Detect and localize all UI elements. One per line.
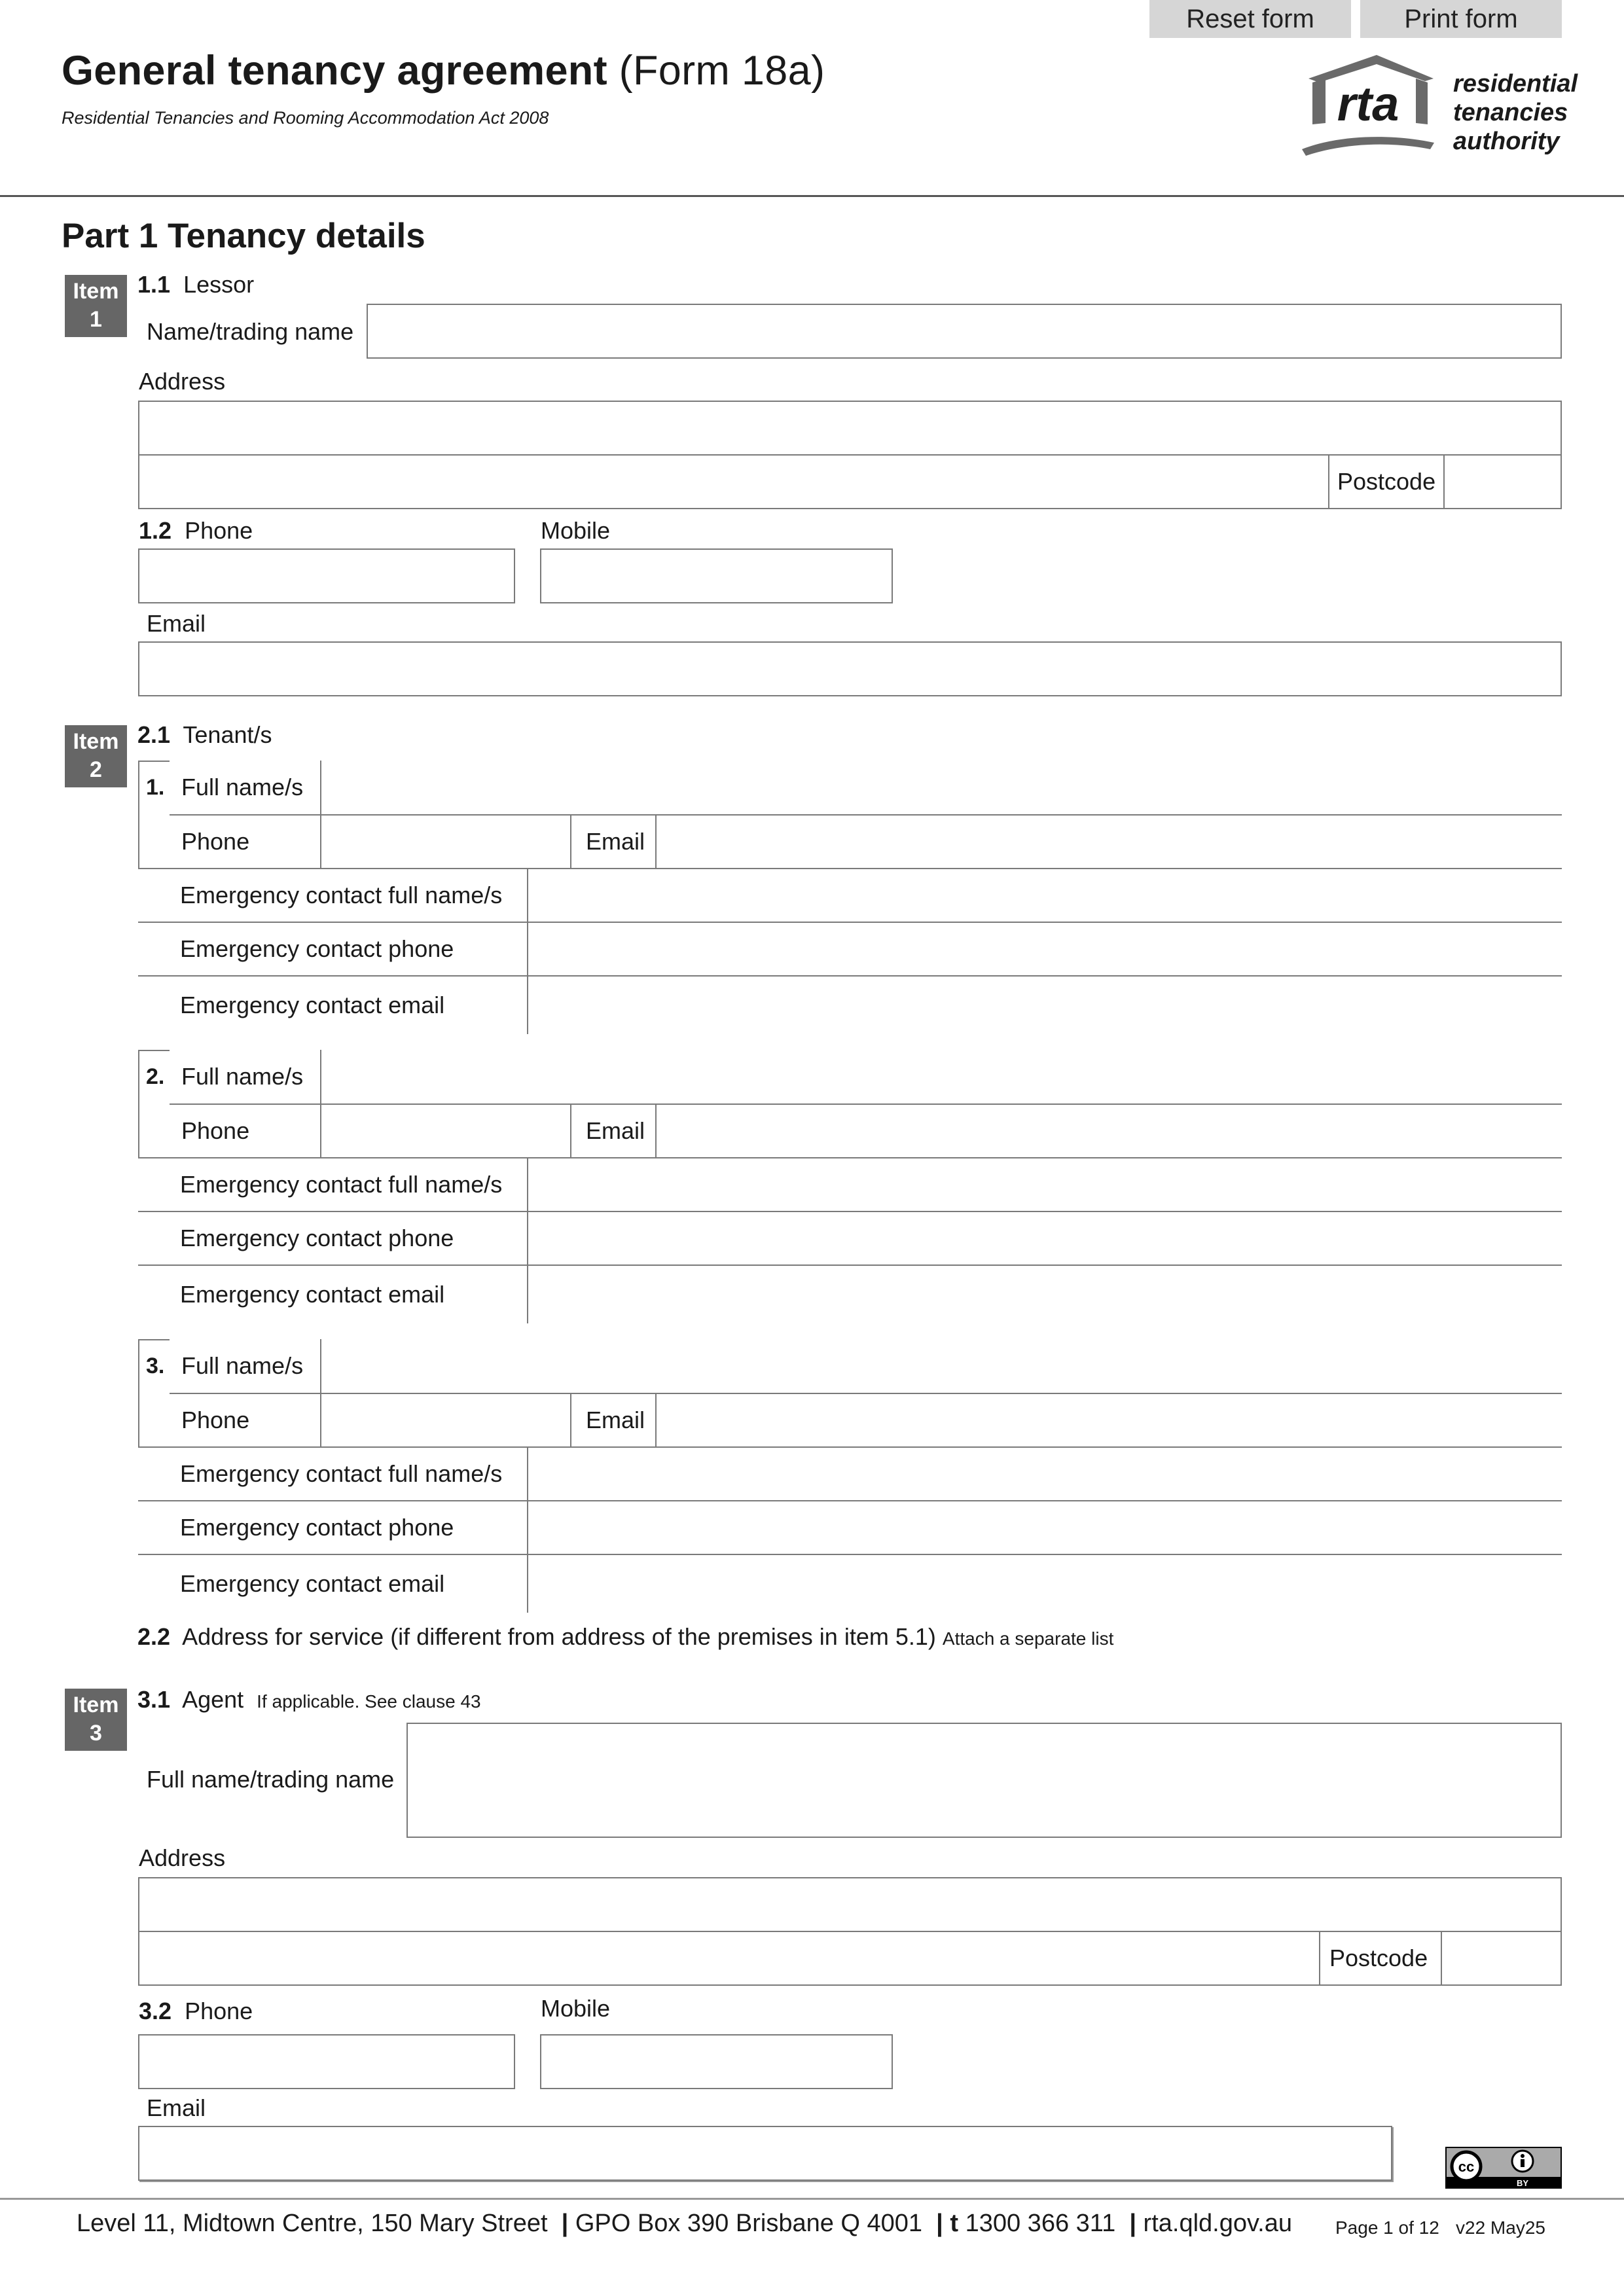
logo-mark-text: rta <box>1337 77 1399 131</box>
tenant-1-full-name-label: Full name/s <box>170 761 321 816</box>
agent-name-label: Full name/trading name <box>147 1766 395 1793</box>
title-form-number: (Form 18a) <box>619 48 825 94</box>
agent-name-input[interactable] <box>406 1723 1562 1838</box>
agent-email-label: Email <box>147 2094 206 2121</box>
address-for-service-label <box>137 1623 1113 1651</box>
tenant-3-ec-name-label: Emergency contact full name/s <box>138 1446 528 1501</box>
tenant-3-ec-name-input[interactable] <box>527 1446 1562 1501</box>
item-2-badge <box>65 725 127 787</box>
tenant-3-phone-label: Phone <box>170 1393 321 1448</box>
tenant-3-ec-phone-label: Emergency contact phone <box>138 1500 528 1555</box>
lessor-phone-section-number: 1.2 <box>139 517 172 544</box>
agent-section-title: Agent <box>182 1686 244 1713</box>
lessor-address-line1-input[interactable] <box>138 401 1562 456</box>
agent-mobile-label: Mobile <box>541 1995 611 2022</box>
logo-line-2: tenancies <box>1453 99 1568 126</box>
footer-divider <box>0 2198 1624 2200</box>
tenant-1-ec-name-label: Emergency contact full name/s <box>138 868 528 923</box>
item-1-badge <box>65 275 127 337</box>
tenant-1-phone-label: Phone <box>170 814 321 869</box>
logo-line-1: residential <box>1453 70 1578 98</box>
agent-postcode-label: Postcode <box>1319 1931 1442 1986</box>
tenant-3-number: 3. <box>146 1354 165 1378</box>
page-subtitle: Residential Tenancies and Rooming Accommodation Act 2008 <box>62 108 549 128</box>
page-title <box>62 47 825 94</box>
tenant-2-ec-email-label: Emergency contact email <box>138 1265 528 1323</box>
lessor-section-number: 1.1 <box>137 271 171 298</box>
lessor-mobile-input[interactable] <box>540 548 893 603</box>
agent-postcode-input[interactable] <box>1441 1931 1562 1986</box>
footer-phone: 1300 366 311 <box>965 2210 1116 2237</box>
tenant-1-email-input[interactable] <box>655 814 1562 869</box>
agent-phone-input[interactable] <box>138 2034 515 2089</box>
tenant-2-phone-label: Phone <box>170 1103 321 1158</box>
tenant-3-block <box>138 1339 1562 1613</box>
item-3-badge-number: 3 <box>90 1721 102 1746</box>
agent-mobile-input[interactable] <box>540 2034 893 2089</box>
tenants-section-number: 2.1 <box>137 721 171 748</box>
tenant-1-ec-email-label: Emergency contact email <box>138 975 528 1034</box>
rta-house-icon <box>1299 51 1437 162</box>
tenant-1-full-name-input[interactable] <box>320 761 1562 816</box>
lessor-heading <box>137 271 254 298</box>
lessor-section-title: Lessor <box>183 271 255 298</box>
lessor-email-label: Email <box>147 610 206 637</box>
lessor-postcode-label: Postcode <box>1328 454 1445 509</box>
agent-section-number: 3.1 <box>137 1686 171 1713</box>
tenant-2-number: 2. <box>146 1064 165 1089</box>
lessor-phone-text: Phone <box>185 517 253 544</box>
address-for-service-note: Attach a separate list <box>942 1628 1114 1649</box>
header-divider <box>0 195 1624 197</box>
reset-form-button[interactable]: Reset form <box>1149 0 1351 38</box>
footer-address: Level 11, Midtown Centre, 150 Mary Street <box>77 2210 548 2237</box>
tenants-heading <box>137 721 272 749</box>
lessor-address-label: Address <box>139 368 226 395</box>
agent-phone-label <box>139 1998 253 2025</box>
logo-line-3: authority <box>1453 128 1560 155</box>
tenant-3-email-input[interactable] <box>655 1393 1562 1448</box>
rta-logo-text <box>1453 69 1578 156</box>
creative-commons-badge <box>1445 2147 1562 2189</box>
tenant-3-full-name-input[interactable] <box>320 1339 1562 1394</box>
lessor-phone-label <box>139 517 253 545</box>
agent-phone-section-number: 3.2 <box>139 1998 172 2024</box>
tenant-1-phone-input[interactable] <box>320 814 571 869</box>
footer-po-box: GPO Box 390 Brisbane Q 4001 <box>575 2210 923 2237</box>
tenant-2-full-name-label: Full name/s <box>170 1050 321 1105</box>
agent-section-note: If applicable. See clause 43 <box>257 1691 481 1712</box>
lessor-name-input[interactable] <box>367 304 1562 359</box>
agent-address-line2-input[interactable] <box>138 1931 1320 1986</box>
lessor-address-line2-input[interactable] <box>138 454 1329 509</box>
cc-by-icon <box>1445 2147 1562 2189</box>
agent-heading <box>137 1686 481 1713</box>
lessor-postcode-input[interactable] <box>1443 454 1562 509</box>
lessor-phone-input[interactable] <box>138 548 515 603</box>
tenant-2-ec-phone-input[interactable] <box>527 1211 1562 1266</box>
footer-contact: Level 11, Midtown Centre, 150 Mary Street | GPO Box 390 Brisbane Q 4001 | t 1300 366 311 | rta.qld.gov.au <box>77 2210 1292 2237</box>
tenant-2-email-input[interactable] <box>655 1103 1562 1158</box>
footer-version: v22 May25 <box>1456 2217 1545 2238</box>
item-3-badge <box>65 1689 127 1751</box>
cc-badge-text: cc <box>1458 2159 1475 2175</box>
footer-phone-prefix: t <box>950 2210 959 2237</box>
footer-website[interactable]: rta.qld.gov.au <box>1143 2210 1292 2237</box>
cc-badge-by-text: BY <box>1516 2178 1529 2188</box>
address-for-service-number: 2.2 <box>137 1623 171 1650</box>
footer-page-number: Page 1 of 12 <box>1335 2217 1439 2238</box>
tenant-3-phone-input[interactable] <box>320 1393 571 1448</box>
tenant-2-ec-phone-label: Emergency contact phone <box>138 1211 528 1266</box>
tenant-3-full-name-label: Full name/s <box>170 1339 321 1394</box>
tenant-2-ec-name-label: Emergency contact full name/s <box>138 1157 528 1212</box>
item-2-badge-label: Item <box>73 729 119 754</box>
tenant-2-full-name-input[interactable] <box>320 1050 1562 1105</box>
rta-logo <box>1299 51 1578 162</box>
tenant-3-ec-email-input[interactable] <box>527 1554 1562 1613</box>
tenant-3-ec-phone-input[interactable] <box>527 1500 1562 1555</box>
tenant-2-ec-email-input[interactable] <box>527 1265 1562 1323</box>
agent-phone-text: Phone <box>185 1998 253 2024</box>
item-1-badge-number: 1 <box>90 307 102 332</box>
tenant-3-ec-email-label: Emergency contact email <box>138 1554 528 1613</box>
tenants-section-title: Tenant/s <box>183 721 272 748</box>
tenant-1-ec-phone-input[interactable] <box>527 922 1562 977</box>
tenant-2-email-label: Email <box>570 1103 657 1158</box>
tenant-1-ec-name-input[interactable] <box>527 868 1562 923</box>
tenant-2-ec-name-input[interactable] <box>527 1157 1562 1212</box>
item-2-badge-number: 2 <box>90 757 102 782</box>
tenant-1-block <box>138 761 1562 1034</box>
item-1-badge-label: Item <box>73 279 119 304</box>
agent-email-input[interactable] <box>138 2126 1392 2181</box>
agent-address-line1-input[interactable] <box>138 1877 1562 1932</box>
agent-address-label: Address <box>139 1844 226 1871</box>
tenant-1-email-label: Email <box>570 814 657 869</box>
tenant-3-email-label: Email <box>570 1393 657 1448</box>
address-for-service-text: Address for service (if different from address of the premises in item 5.1) <box>182 1623 936 1650</box>
lessor-name-label: Name/trading name <box>147 318 354 345</box>
print-form-button[interactable]: Print form <box>1360 0 1562 38</box>
lessor-email-input[interactable] <box>138 641 1562 696</box>
tenant-2-phone-input[interactable] <box>320 1103 571 1158</box>
item-3-badge-label: Item <box>73 1693 119 1717</box>
tenant-1-ec-email-input[interactable] <box>527 975 1562 1034</box>
part-1-heading: Part 1 Tenancy details <box>62 217 425 255</box>
lessor-mobile-label: Mobile <box>541 517 611 544</box>
tenant-2-block <box>138 1050 1562 1323</box>
tenant-1-ec-phone-label: Emergency contact phone <box>138 922 528 977</box>
tenant-1-number: 1. <box>146 775 165 800</box>
title-main: General tenancy agreement <box>62 48 607 94</box>
